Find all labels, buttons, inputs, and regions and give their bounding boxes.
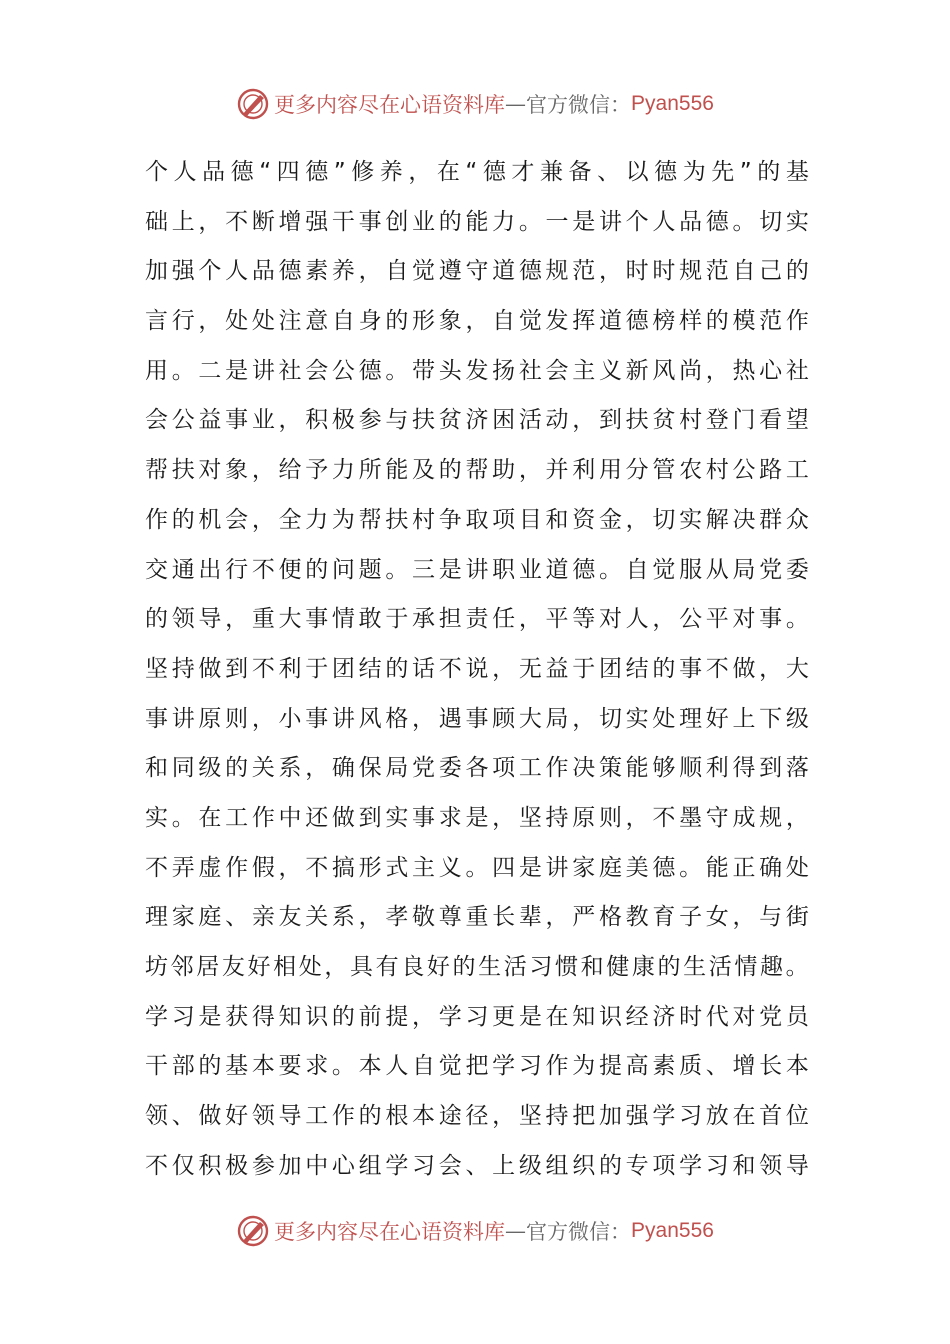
- text-line: 础 上 ， 不 断 增 强 干 事 创 业 的 能 力 。 一 是 讲 个 人 品 德 。 切 实: [145, 208, 809, 235]
- document-body: [145, 148, 809, 1191]
- text-line: 交 通 出 行 不 便 的 问 题 。 三 是 讲 职 业 道 德 。 自 觉 服 从 局 党 委: [145, 556, 809, 583]
- text-line: 言 行 ， 处 处 注 意 自 身 的 形 象 ， 自 觉 发 挥 道 德 榜 样 的 模 范 作: [145, 308, 809, 335]
- text-line: 的 领 导 ， 重 大 事 情 敢 于 承 担 责 任 ， 平 等 对 人 ， 公 平 对 事 。: [145, 606, 809, 633]
- text-line: 事 讲 原 则 ， 小 事 讲 风 格 ， 遇 事 顾 大 局 ， 切 实 处 理 好 上 下 级: [145, 705, 809, 732]
- text-line: 实 。 在 工 作 中 还 做 到 实 事 求 是 ， 坚 持 原 则 ， 不 墨 守 成 规 ，: [145, 804, 809, 831]
- text-line: 坚 持 做 到 不 利 于 团 结 的 话 不 说 ， 无 益 于 团 结 的 事 不 做 ， 大: [145, 655, 809, 682]
- footer-brand-text: 更多内容尽在心语资料库: [274, 1220, 506, 1244]
- header-brand-text: 更多内容尽在心语资料库: [274, 93, 506, 117]
- text-line: 干 部 的 基 本 要 求 。 本 人 自 觉 把 学 习 作 为 提 高 素 质 、 增 长 本: [145, 1053, 809, 1080]
- footer-wechat-id: Pyan556: [631, 1219, 714, 1242]
- header-banner: [0, 86, 950, 122]
- text-line: 领 、 做 好 领 导 工 作 的 根 本 途 径 ， 坚 持 把 加 强 学 习 放 在 首 位: [145, 1103, 809, 1130]
- footer-banner: [0, 1213, 950, 1249]
- text-line: 不 仅 积 极 参 加 中 心 组 学 习 会 、 上 级 组 织 的 专 项 学 习 和 领 导: [145, 1152, 809, 1179]
- pen-logo-icon: [236, 87, 270, 121]
- pen-logo-icon: [236, 1214, 270, 1248]
- text-line: 和 同 级 的 关 系 ， 确 保 局 党 委 各 项 工 作 决 策 能 够 顺 利 得 到 落: [145, 755, 809, 782]
- text-line: 帮 扶 对 象 ， 给 予 力 所 能 及 的 帮 助 ， 并 利 用 分 管 农 村 公 路 工: [145, 457, 809, 484]
- text-line: 个 人 品 德 “ 四 德 ” 修 养 ， 在 “ 德 才 兼 备 、 以 德 为 先 ” 的 基: [145, 159, 809, 185]
- header-separator: —: [505, 92, 527, 116]
- text-line: 理 家 庭 、 亲 友 关 系 ， 孝 敬 尊 重 长 辈 ， 严 格 教 育 子 女 ， 与 街: [145, 904, 809, 931]
- text-line: 加 强 个 人 品 德 素 养 ， 自 觉 遵 守 道 德 规 范 ， 时 时 规 范 自 己 的: [145, 258, 809, 285]
- footer-separator: —: [505, 1219, 527, 1243]
- header-wechat-id: Pyan556: [631, 92, 714, 115]
- text-line: 作 的 机 会 ， 全 力 为 帮 扶 村 争 取 项 目 和 资 金 ， 切 实 解 决 群 众: [145, 506, 809, 533]
- text-line: 用 。 二 是 讲 社 会 公 德 。 带 头 发 扬 社 会 主 义 新 风 尚 ， 热 心 社: [145, 357, 809, 384]
- header-wechat-label: 官方微信：: [526, 93, 632, 117]
- text-line: 会 公 益 事 业 ， 积 极 参 与 扶 贫 济 困 活 动 ， 到 扶 贫 村 登 门 看 望: [145, 407, 809, 434]
- text-line: 学 习 是 获 得 知 识 的 前 提 ， 学 习 更 是 在 知 识 经 济 时 代 对 党 员: [145, 1003, 809, 1030]
- text-line: 坊 邻 居 友 好 相 处 ， 具 有 良 好 的 生 活 习 惯 和 健 康 的 生 活 情 趣 。: [145, 954, 809, 980]
- footer-wechat-label: 官方微信：: [526, 1220, 632, 1244]
- text-line: 不 弄 虚 作 假 ， 不 搞 形 式 主 义 。 四 是 讲 家 庭 美 德 。 能 正 确 处: [145, 854, 809, 881]
